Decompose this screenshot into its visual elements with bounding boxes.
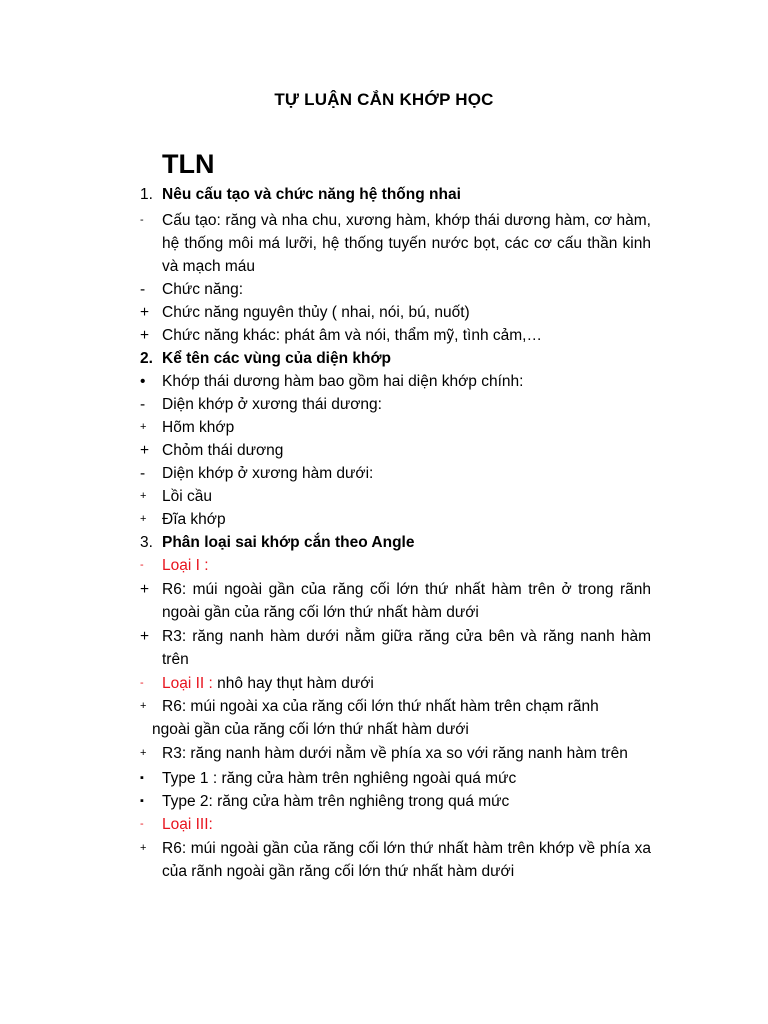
bullet-marker: • [140, 373, 146, 390]
list-item [0, 672, 768, 695]
list-item [0, 695, 768, 718]
item-text: Lồi cầu [162, 488, 212, 505]
list-number: 3. [140, 534, 153, 551]
question-text: Phân loại sai khớp cắn theo Angle [162, 534, 415, 551]
item-text: R3: răng nanh hàm dưới nằm giữa răng cửa bên và răng nanh hàm trên [162, 628, 651, 668]
numbered-question [0, 183, 768, 206]
square-bullet-marker: ▪ [140, 772, 144, 784]
list-item [0, 790, 768, 813]
list-item [0, 625, 768, 671]
plus-marker: + [140, 327, 150, 344]
plus-marker: + [140, 700, 147, 712]
dash-marker: - [140, 465, 146, 482]
item-text: Đĩa khớp [162, 511, 226, 528]
item-text: nhô hay thụt hàm dưới [212, 675, 374, 692]
list-item [0, 209, 768, 278]
item-text: R6: múi ngoài xa của răng cối lớn thứ nhất hàm trên chạm rãnh [162, 698, 599, 715]
item-text: Cấu tạo: răng và nha chu, xương hàm, khớp thái dương hàm, cơ hàm, hệ thống môi má lưỡi, hệ thống tuyến nước bọt, các cơ cấu thần kinh và mạch máu [162, 212, 651, 275]
numbered-question [0, 347, 768, 370]
plus-marker: + [140, 581, 150, 598]
list-item [0, 578, 768, 624]
list-item [0, 278, 768, 301]
dash-marker: - [140, 214, 144, 226]
section-heading: TLN [162, 149, 215, 179]
item-text: Chức năng nguyên thủy ( nhai, nói, bú, nuốt) [162, 304, 470, 321]
item-text: Type 1 : răng cửa hàm trên nghiêng ngoài quá mức [162, 770, 517, 787]
item-text: Chức năng khác: phát âm và nói, thẩm mỹ, tình cảm,… [162, 327, 542, 344]
list-item [0, 439, 768, 462]
class-label: Loại III: [162, 816, 213, 833]
list-item [0, 393, 768, 416]
item-text: ngoài gần của răng cối lớn thứ nhất hàm dưới [152, 721, 469, 738]
document-body [0, 183, 768, 883]
dash-marker: - [140, 818, 144, 830]
list-item [0, 370, 768, 393]
list-item [0, 742, 768, 765]
item-text: Chức năng: [162, 281, 244, 298]
page-title: TỰ LUẬN CẮN KHỚP HỌC [274, 90, 494, 109]
list-item [0, 324, 768, 347]
plus-marker: + [140, 442, 150, 459]
list-item [0, 416, 768, 439]
item-text: R6: múi ngoài gần của răng cối lớn thứ nhất hàm trên khớp về phía xa của rãnh ngoài gần răng cối lớn thứ nhất hàm dưới [162, 840, 651, 880]
plus-marker: + [140, 304, 150, 321]
plus-marker: + [140, 490, 147, 502]
item-text: Hõm khớp [162, 419, 235, 436]
item-text: Diện khớp ở xương hàm dưới: [162, 465, 374, 482]
dash-marker: - [140, 559, 144, 571]
dash-marker: - [140, 677, 144, 689]
list-item [0, 813, 768, 836]
square-bullet-marker: ▪ [140, 795, 144, 807]
list-item [0, 508, 768, 531]
list-item [0, 554, 768, 577]
list-item [0, 767, 768, 790]
class-label: Loại II : [162, 675, 213, 692]
plus-marker: + [140, 747, 147, 759]
plus-marker: + [140, 421, 147, 433]
dash-marker: - [140, 396, 146, 413]
question-text: Kể tên các vùng của diện khớp [162, 350, 391, 367]
list-item-continuation [0, 718, 768, 741]
question-text: Nêu cấu tạo và chức năng hệ thống nhai [162, 186, 461, 203]
list-item [0, 485, 768, 508]
item-text: R6: múi ngoài gần của răng cối lớn thứ nhất hàm trên ở trong rãnh ngoài gần của răng cối lớn thứ nhất hàm dưới [162, 581, 651, 621]
item-text: Type 2: răng cửa hàm trên nghiêng trong quá mức [162, 793, 510, 810]
item-text: Chỏm thái dương [162, 442, 284, 459]
list-number: 2. [140, 350, 153, 367]
numbered-question [0, 531, 768, 554]
plus-marker: + [140, 628, 150, 645]
item-text: Khớp thái dương hàm bao gồm hai diện khớp chính: [162, 373, 524, 390]
list-item [0, 301, 768, 324]
list-item [0, 837, 768, 883]
item-text: R3: răng nanh hàm dưới nằm về phía xa so với răng nanh hàm trên [162, 745, 628, 762]
item-text: Diện khớp ở xương thái dương: [162, 396, 382, 413]
dash-marker: - [140, 281, 146, 298]
list-number: 1. [140, 186, 153, 203]
plus-marker: + [140, 842, 147, 854]
list-item [0, 462, 768, 485]
class-label: Loại I : [162, 557, 209, 574]
plus-marker: + [140, 513, 147, 525]
